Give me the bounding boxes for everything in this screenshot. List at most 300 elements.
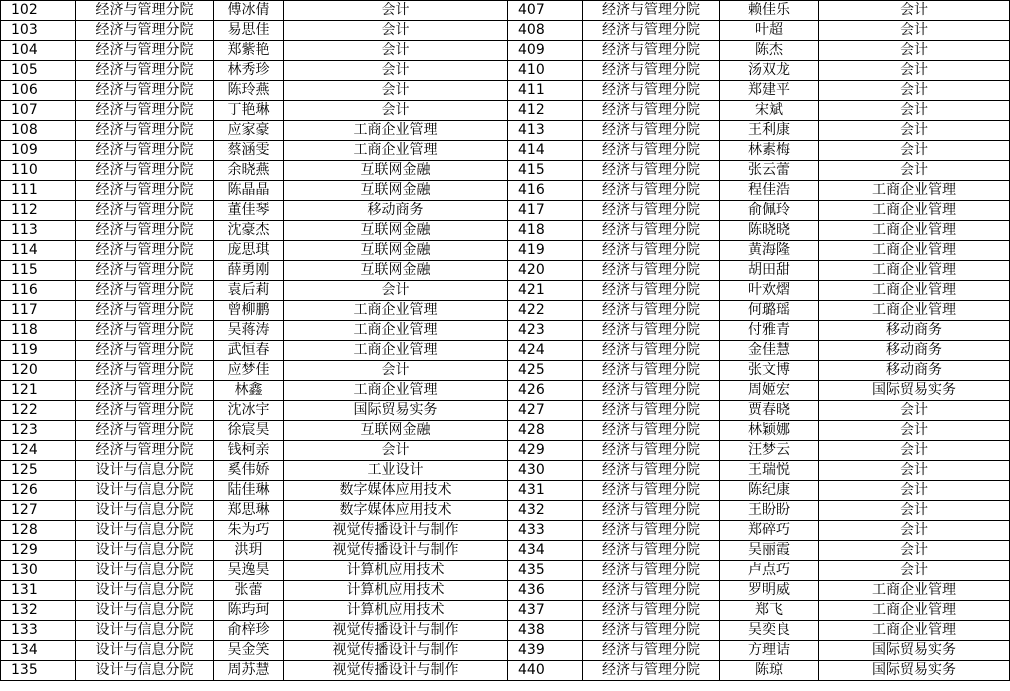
major-cell: 工商企业管理 <box>819 601 1010 621</box>
student-name-cell: 林颖娜 <box>720 421 819 441</box>
student-name-cell: 张文博 <box>720 361 819 381</box>
student-name-cell: 朱为巧 <box>214 521 284 541</box>
table-row <box>1 261 1010 281</box>
table-row <box>1 181 1010 201</box>
major-cell: 会计 <box>819 41 1010 61</box>
major-cell: 工商企业管理 <box>284 381 508 401</box>
table-row <box>1 541 1010 561</box>
department-cell: 经济与管理分院 <box>583 561 720 581</box>
seq-number-cell: 107 <box>1 101 76 121</box>
major-cell: 工商企业管理 <box>284 141 508 161</box>
department-cell: 经济与管理分院 <box>583 341 720 361</box>
seq-number-cell: 425 <box>508 361 583 381</box>
seq-number-cell: 440 <box>508 661 583 681</box>
student-name-cell: 俞梓珍 <box>214 621 284 641</box>
seq-number-cell: 413 <box>508 121 583 141</box>
student-name-cell: 武恒春 <box>214 341 284 361</box>
department-cell: 经济与管理分院 <box>76 341 214 361</box>
student-name-cell: 程佳浩 <box>720 181 819 201</box>
student-name-cell: 陆佳琳 <box>214 481 284 501</box>
department-cell: 经济与管理分院 <box>583 661 720 681</box>
student-name-cell: 叶超 <box>720 21 819 41</box>
student-name-cell: 俞佩玲 <box>720 201 819 221</box>
table-row <box>1 241 1010 261</box>
student-name-cell: 奚伟娇 <box>214 461 284 481</box>
student-name-cell: 胡田甜 <box>720 261 819 281</box>
major-cell: 国际贸易实务 <box>819 661 1010 681</box>
seq-number-cell: 123 <box>1 421 76 441</box>
student-name-cell: 曾柳鹏 <box>214 301 284 321</box>
major-cell: 视觉传播设计与制作 <box>284 521 508 541</box>
department-cell: 经济与管理分院 <box>583 541 720 561</box>
department-cell: 经济与管理分院 <box>583 521 720 541</box>
major-cell: 会计 <box>819 401 1010 421</box>
major-cell: 会计 <box>819 141 1010 161</box>
table-row <box>1 521 1010 541</box>
department-cell: 设计与信息分院 <box>76 521 214 541</box>
student-name-cell: 汤双龙 <box>720 61 819 81</box>
table-row <box>1 161 1010 181</box>
department-cell: 经济与管理分院 <box>583 221 720 241</box>
student-name-cell: 叶欢熠 <box>720 281 819 301</box>
student-name-cell: 金佳慧 <box>720 341 819 361</box>
major-cell: 计算机应用技术 <box>284 561 508 581</box>
major-cell: 会计 <box>284 41 508 61</box>
department-cell: 经济与管理分院 <box>583 161 720 181</box>
student-name-cell: 贾春晓 <box>720 401 819 421</box>
seq-number-cell: 414 <box>508 141 583 161</box>
seq-number-cell: 109 <box>1 141 76 161</box>
department-cell: 经济与管理分院 <box>76 1 214 21</box>
major-cell: 会计 <box>819 521 1010 541</box>
seq-number-cell: 416 <box>508 181 583 201</box>
student-name-cell: 陈杰 <box>720 41 819 61</box>
table-row <box>1 321 1010 341</box>
major-cell: 会计 <box>284 361 508 381</box>
table-row <box>1 21 1010 41</box>
department-cell: 设计与信息分院 <box>76 561 214 581</box>
table-row <box>1 1 1010 21</box>
major-cell: 会计 <box>819 501 1010 521</box>
major-cell: 会计 <box>284 61 508 81</box>
major-cell: 移动商务 <box>819 341 1010 361</box>
student-name-cell: 董佳琴 <box>214 201 284 221</box>
department-cell: 经济与管理分院 <box>76 261 214 281</box>
department-cell: 设计与信息分院 <box>76 581 214 601</box>
seq-number-cell: 116 <box>1 281 76 301</box>
major-cell: 会计 <box>284 21 508 41</box>
department-cell: 经济与管理分院 <box>583 381 720 401</box>
major-cell: 会计 <box>819 81 1010 101</box>
department-cell: 经济与管理分院 <box>583 261 720 281</box>
student-name-cell: 徐宸昊 <box>214 421 284 441</box>
department-cell: 经济与管理分院 <box>76 201 214 221</box>
seq-number-cell: 122 <box>1 401 76 421</box>
seq-number-cell: 435 <box>508 561 583 581</box>
seq-number-cell: 114 <box>1 241 76 261</box>
department-cell: 经济与管理分院 <box>76 21 214 41</box>
major-cell: 工商企业管理 <box>819 621 1010 641</box>
department-cell: 经济与管理分院 <box>76 181 214 201</box>
student-name-cell: 吴金笑 <box>214 641 284 661</box>
department-cell: 经济与管理分院 <box>583 1 720 21</box>
table-row <box>1 581 1010 601</box>
seq-number-cell: 134 <box>1 641 76 661</box>
major-cell: 工商企业管理 <box>819 281 1010 301</box>
table-row <box>1 121 1010 141</box>
major-cell: 会计 <box>819 461 1010 481</box>
table-row <box>1 601 1010 621</box>
student-name-cell: 陈玙珂 <box>214 601 284 621</box>
department-cell: 经济与管理分院 <box>583 301 720 321</box>
student-name-cell: 余晓燕 <box>214 161 284 181</box>
seq-number-cell: 419 <box>508 241 583 261</box>
seq-number-cell: 411 <box>508 81 583 101</box>
student-name-cell: 郑紫艳 <box>214 41 284 61</box>
department-cell: 经济与管理分院 <box>583 241 720 261</box>
department-cell: 经济与管理分院 <box>583 41 720 61</box>
department-cell: 经济与管理分院 <box>76 381 214 401</box>
student-name-cell: 卢点巧 <box>720 561 819 581</box>
department-cell: 经济与管理分院 <box>76 221 214 241</box>
major-cell: 国际贸易实务 <box>284 401 508 421</box>
seq-number-cell: 132 <box>1 601 76 621</box>
table-row <box>1 341 1010 361</box>
student-name-cell: 吴逸昊 <box>214 561 284 581</box>
table-row <box>1 621 1010 641</box>
student-name-cell: 应家豪 <box>214 121 284 141</box>
seq-number-cell: 125 <box>1 461 76 481</box>
department-cell: 经济与管理分院 <box>76 101 214 121</box>
department-cell: 设计与信息分院 <box>76 481 214 501</box>
seq-number-cell: 110 <box>1 161 76 181</box>
seq-number-cell: 124 <box>1 441 76 461</box>
department-cell: 经济与管理分院 <box>583 461 720 481</box>
student-name-cell: 罗明威 <box>720 581 819 601</box>
department-cell: 经济与管理分院 <box>583 621 720 641</box>
table-row <box>1 501 1010 521</box>
seq-number-cell: 119 <box>1 341 76 361</box>
major-cell: 工商企业管理 <box>284 121 508 141</box>
table-row <box>1 441 1010 461</box>
department-cell: 经济与管理分院 <box>583 361 720 381</box>
seq-number-cell: 126 <box>1 481 76 501</box>
department-cell: 经济与管理分院 <box>583 441 720 461</box>
student-name-cell: 方理诘 <box>720 641 819 661</box>
major-cell: 会计 <box>819 561 1010 581</box>
department-cell: 经济与管理分院 <box>76 61 214 81</box>
major-cell: 互联网金融 <box>284 421 508 441</box>
table-row <box>1 221 1010 241</box>
table-row <box>1 481 1010 501</box>
department-cell: 经济与管理分院 <box>76 441 214 461</box>
seq-number-cell: 420 <box>508 261 583 281</box>
major-cell: 视觉传播设计与制作 <box>284 541 508 561</box>
major-cell: 会计 <box>284 1 508 21</box>
student-name-cell: 吴奕良 <box>720 621 819 641</box>
department-cell: 经济与管理分院 <box>583 281 720 301</box>
seq-number-cell: 438 <box>508 621 583 641</box>
major-cell: 工商企业管理 <box>819 221 1010 241</box>
department-cell: 经济与管理分院 <box>76 421 214 441</box>
department-cell: 设计与信息分院 <box>76 541 214 561</box>
department-cell: 经济与管理分院 <box>583 141 720 161</box>
major-cell: 工商企业管理 <box>819 241 1010 261</box>
student-name-cell: 王瑞悦 <box>720 461 819 481</box>
student-name-cell: 薛勇刚 <box>214 261 284 281</box>
department-cell: 设计与信息分院 <box>76 661 214 681</box>
seq-number-cell: 106 <box>1 81 76 101</box>
seq-number-cell: 428 <box>508 421 583 441</box>
major-cell: 视觉传播设计与制作 <box>284 621 508 641</box>
seq-number-cell: 131 <box>1 581 76 601</box>
major-cell: 会计 <box>819 1 1010 21</box>
department-cell: 经济与管理分院 <box>583 481 720 501</box>
major-cell: 计算机应用技术 <box>284 581 508 601</box>
student-name-cell: 郑思琳 <box>214 501 284 521</box>
seq-number-cell: 121 <box>1 381 76 401</box>
student-name-cell: 应梦佳 <box>214 361 284 381</box>
seq-number-cell: 424 <box>508 341 583 361</box>
major-cell: 工商企业管理 <box>819 181 1010 201</box>
major-cell: 国际贸易实务 <box>819 381 1010 401</box>
table-row <box>1 201 1010 221</box>
table-row <box>1 61 1010 81</box>
student-name-cell: 傅冰倩 <box>214 1 284 21</box>
major-cell: 会计 <box>819 61 1010 81</box>
department-cell: 经济与管理分院 <box>583 421 720 441</box>
department-cell: 经济与管理分院 <box>583 321 720 341</box>
department-cell: 经济与管理分院 <box>583 501 720 521</box>
roster-table-body <box>1 1 1010 681</box>
student-name-cell: 易思佳 <box>214 21 284 41</box>
department-cell: 设计与信息分院 <box>76 621 214 641</box>
seq-number-cell: 431 <box>508 481 583 501</box>
seq-number-cell: 113 <box>1 221 76 241</box>
seq-number-cell: 437 <box>508 601 583 621</box>
seq-number-cell: 117 <box>1 301 76 321</box>
seq-number-cell: 102 <box>1 1 76 21</box>
student-name-cell: 林秀珍 <box>214 61 284 81</box>
table-row <box>1 661 1010 681</box>
student-name-cell: 汪梦云 <box>720 441 819 461</box>
table-row <box>1 101 1010 121</box>
table-row <box>1 281 1010 301</box>
student-name-cell: 赖佳乐 <box>720 1 819 21</box>
major-cell: 会计 <box>284 81 508 101</box>
major-cell: 工商企业管理 <box>284 301 508 321</box>
student-name-cell: 陈琼 <box>720 661 819 681</box>
student-name-cell: 沈豪杰 <box>214 221 284 241</box>
seq-number-cell: 415 <box>508 161 583 181</box>
department-cell: 经济与管理分院 <box>76 401 214 421</box>
department-cell: 经济与管理分院 <box>583 61 720 81</box>
student-name-cell: 吴丽霞 <box>720 541 819 561</box>
major-cell: 会计 <box>284 441 508 461</box>
student-name-cell: 黄海隆 <box>720 241 819 261</box>
seq-number-cell: 432 <box>508 501 583 521</box>
student-name-cell: 林鑫 <box>214 381 284 401</box>
student-name-cell: 张云蕾 <box>720 161 819 181</box>
major-cell: 会计 <box>819 421 1010 441</box>
seq-number-cell: 127 <box>1 501 76 521</box>
student-name-cell: 郑碎巧 <box>720 521 819 541</box>
major-cell: 国际贸易实务 <box>819 641 1010 661</box>
seq-number-cell: 135 <box>1 661 76 681</box>
seq-number-cell: 410 <box>508 61 583 81</box>
major-cell: 工商企业管理 <box>284 321 508 341</box>
seq-number-cell: 417 <box>508 201 583 221</box>
major-cell: 互联网金融 <box>284 181 508 201</box>
seq-number-cell: 115 <box>1 261 76 281</box>
table-row <box>1 401 1010 421</box>
student-name-cell: 吴蒋涛 <box>214 321 284 341</box>
department-cell: 经济与管理分院 <box>583 401 720 421</box>
seq-number-cell: 427 <box>508 401 583 421</box>
student-name-cell: 王利康 <box>720 121 819 141</box>
major-cell: 移动商务 <box>284 201 508 221</box>
department-cell: 经济与管理分院 <box>583 101 720 121</box>
department-cell: 经济与管理分院 <box>583 81 720 101</box>
seq-number-cell: 103 <box>1 21 76 41</box>
department-cell: 经济与管理分院 <box>76 121 214 141</box>
major-cell: 会计 <box>819 161 1010 181</box>
seq-number-cell: 422 <box>508 301 583 321</box>
seq-number-cell: 129 <box>1 541 76 561</box>
student-name-cell: 陈玲燕 <box>214 81 284 101</box>
major-cell: 互联网金融 <box>284 161 508 181</box>
student-name-cell: 洪玥 <box>214 541 284 561</box>
seq-number-cell: 423 <box>508 321 583 341</box>
seq-number-cell: 407 <box>508 1 583 21</box>
major-cell: 会计 <box>284 281 508 301</box>
seq-number-cell: 412 <box>508 101 583 121</box>
student-name-cell: 付雅青 <box>720 321 819 341</box>
department-cell: 经济与管理分院 <box>76 161 214 181</box>
student-name-cell: 蔡涵雯 <box>214 141 284 161</box>
seq-number-cell: 430 <box>508 461 583 481</box>
major-cell: 互联网金融 <box>284 221 508 241</box>
seq-number-cell: 429 <box>508 441 583 461</box>
student-name-cell: 袁后莉 <box>214 281 284 301</box>
student-name-cell: 沈冰宇 <box>214 401 284 421</box>
seq-number-cell: 436 <box>508 581 583 601</box>
department-cell: 经济与管理分院 <box>76 301 214 321</box>
department-cell: 经济与管理分院 <box>76 361 214 381</box>
major-cell: 工商企业管理 <box>819 301 1010 321</box>
major-cell: 视觉传播设计与制作 <box>284 661 508 681</box>
major-cell: 会计 <box>819 21 1010 41</box>
student-name-cell: 陈晶晶 <box>214 181 284 201</box>
student-name-cell: 陈纪康 <box>720 481 819 501</box>
department-cell: 经济与管理分院 <box>76 321 214 341</box>
table-row <box>1 361 1010 381</box>
department-cell: 经济与管理分院 <box>583 641 720 661</box>
student-name-cell: 郑建平 <box>720 81 819 101</box>
major-cell: 会计 <box>819 101 1010 121</box>
major-cell: 会计 <box>819 441 1010 461</box>
student-name-cell: 丁艳琳 <box>214 101 284 121</box>
table-row <box>1 81 1010 101</box>
seq-number-cell: 128 <box>1 521 76 541</box>
department-cell: 经济与管理分院 <box>76 141 214 161</box>
student-name-cell: 庞思琪 <box>214 241 284 261</box>
student-name-cell: 宋斌 <box>720 101 819 121</box>
seq-number-cell: 120 <box>1 361 76 381</box>
table-row <box>1 381 1010 401</box>
major-cell: 移动商务 <box>819 321 1010 341</box>
student-name-cell: 郑飞 <box>720 601 819 621</box>
seq-number-cell: 418 <box>508 221 583 241</box>
seq-number-cell: 409 <box>508 41 583 61</box>
table-row <box>1 461 1010 481</box>
table-row <box>1 141 1010 161</box>
department-cell: 设计与信息分院 <box>76 501 214 521</box>
seq-number-cell: 108 <box>1 121 76 141</box>
seq-number-cell: 133 <box>1 621 76 641</box>
major-cell: 工商企业管理 <box>819 581 1010 601</box>
department-cell: 经济与管理分院 <box>583 21 720 41</box>
seq-number-cell: 112 <box>1 201 76 221</box>
seq-number-cell: 118 <box>1 321 76 341</box>
department-cell: 经济与管理分院 <box>583 581 720 601</box>
table-row <box>1 421 1010 441</box>
seq-number-cell: 421 <box>508 281 583 301</box>
major-cell: 工商企业管理 <box>819 201 1010 221</box>
student-name-cell: 陈晓晓 <box>720 221 819 241</box>
department-cell: 经济与管理分院 <box>76 41 214 61</box>
major-cell: 会计 <box>819 121 1010 141</box>
major-cell: 视觉传播设计与制作 <box>284 641 508 661</box>
student-name-cell: 钱柯亲 <box>214 441 284 461</box>
department-cell: 设计与信息分院 <box>76 461 214 481</box>
department-cell: 设计与信息分院 <box>76 641 214 661</box>
seq-number-cell: 105 <box>1 61 76 81</box>
student-name-cell: 林素梅 <box>720 141 819 161</box>
department-cell: 经济与管理分院 <box>76 81 214 101</box>
seq-number-cell: 433 <box>508 521 583 541</box>
major-cell: 工商企业管理 <box>819 261 1010 281</box>
department-cell: 设计与信息分院 <box>76 601 214 621</box>
department-cell: 经济与管理分院 <box>76 281 214 301</box>
department-cell: 经济与管理分院 <box>76 241 214 261</box>
seq-number-cell: 104 <box>1 41 76 61</box>
seq-number-cell: 426 <box>508 381 583 401</box>
major-cell: 会计 <box>284 101 508 121</box>
table-row <box>1 641 1010 661</box>
student-name-cell: 周姬宏 <box>720 381 819 401</box>
table-row <box>1 561 1010 581</box>
department-cell: 经济与管理分院 <box>583 201 720 221</box>
major-cell: 工业设计 <box>284 461 508 481</box>
student-name-cell: 王盼盼 <box>720 501 819 521</box>
department-cell: 经济与管理分院 <box>583 181 720 201</box>
major-cell: 移动商务 <box>819 361 1010 381</box>
table-row <box>1 301 1010 321</box>
major-cell: 会计 <box>819 541 1010 561</box>
student-name-cell: 张蕾 <box>214 581 284 601</box>
major-cell: 互联网金融 <box>284 261 508 281</box>
student-name-cell: 周苏慧 <box>214 661 284 681</box>
department-cell: 经济与管理分院 <box>583 121 720 141</box>
department-cell: 经济与管理分院 <box>583 601 720 621</box>
table-row <box>1 41 1010 61</box>
major-cell: 计算机应用技术 <box>284 601 508 621</box>
seq-number-cell: 408 <box>508 21 583 41</box>
major-cell: 会计 <box>819 481 1010 501</box>
major-cell: 互联网金融 <box>284 241 508 261</box>
seq-number-cell: 111 <box>1 181 76 201</box>
